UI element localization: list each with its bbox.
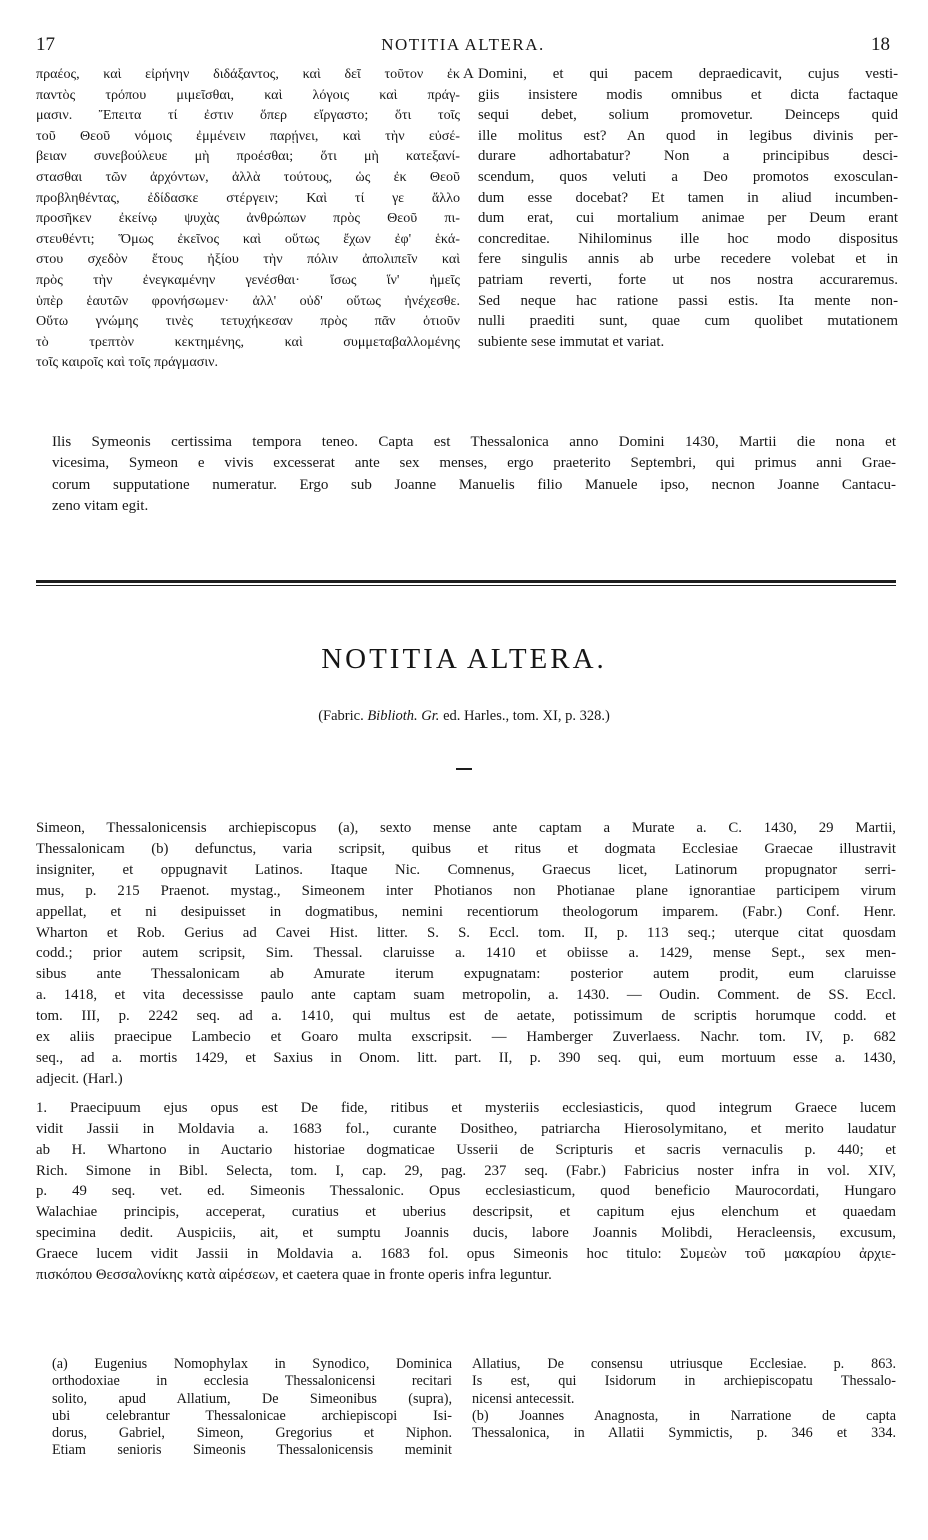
preceding-note (52, 432, 896, 518)
source-italic: Biblioth. Gr. (367, 708, 440, 724)
latin-line: ille molitus est? An quod in legibus divinis per- (478, 127, 898, 144)
body-line: insigniter, et oppugnavit Latinos. Itaque Nic. Comnenus, Graecus licet, Latinorum propugnator serri- (36, 861, 896, 878)
note-line: vicesima, Symeon e vivis excesserat ante sex menses, ergo praeterito Septembri, qui primus anni Grae- (52, 455, 896, 472)
greek-line: μασιν. Ἔπειτα τί ἐστιν ὅπερ εἴργαστο; ὅτι τοῖς (36, 107, 460, 124)
section-divider-thin (36, 585, 896, 586)
greek-line: βειαν συνεβούλευε μὴ προέσθαι; ὅτι μὴ κατεξανί- (36, 148, 460, 165)
latin-line: Domini, et qui pacem depraedicavit, cujus vesti- (478, 66, 898, 82)
bilingual-columns (36, 64, 896, 424)
body-line: Rich. Simone in Bibl. Selecta, tom. I, cap. 29, pag. 237 seq. (Fabr.) Fabricius noster infra in vol. XIV, (36, 1162, 896, 1179)
body-line: vidit Jassii in Moldavia a. 1683 fol., curante Dositheo, patriarcha Hierosolymitano, et merito laudatur (36, 1120, 896, 1137)
greek-line: στου σχεδὸν ἔτους ἠξίου τὴν πόλιν ἀπολιπεῖν καὶ (36, 251, 460, 268)
greek-line: ὑπὲρ ἑαυτῶν φρονήσωμεν· ἀλλ' οὐδ' οὕτως ἠνέχεσθε. (36, 292, 460, 309)
latin-line: scendum, quos veluti a Deo promotos exosculan- (478, 168, 898, 185)
latin-line: subiente sese immutat et variat. (478, 333, 665, 350)
body-line: tom. III, p. 2242 seq. ad a. 1410, qui multus est de aetate, potissimum de scriptis horumque codd. et (36, 1008, 896, 1025)
page-number-right: 18 (871, 34, 890, 55)
footnote-line: Is est, qui Isidorum in archiepiscopatu Thessalo- (472, 1373, 896, 1390)
body-line: adjecit. (Harl.) (36, 1070, 123, 1087)
greek-line: στασθαι τῶν ἀρχόντων, ἀλλὰ τούτους, ὡς ἐκ Θεοῦ (36, 168, 460, 185)
latin-line: nulli praediti sunt, quae cum quolibet mutationem (478, 313, 898, 330)
note-line: zeno vitam egit. (52, 498, 149, 515)
body-line: a. 1418, et vita decessisse paulo ante captam suam metropolin, a. 1430. — Oudin. Comment. de SS. Eccl. (36, 987, 896, 1004)
section-divider-thick (36, 580, 896, 583)
latin-line: Sed neque hac ratione passi estis. Ita mente non- (478, 292, 898, 309)
column-marker: A (463, 66, 474, 82)
footnote-line: Allatius, De consensu utriusque Ecclesiae. p. 863. (472, 1356, 896, 1372)
footnote-line: nicensi antecessit. (472, 1390, 575, 1407)
ornamental-dash (456, 768, 472, 770)
greek-line: προσῆκεν ἐκείνῳ ψυχὰς ἀνθρώπων πρὸς Θεοῦ πι- (36, 210, 460, 227)
latin-text-column (478, 64, 898, 352)
latin-line: patriam reverti, forte ut nos nostra accuraremus. (478, 271, 898, 288)
greek-line: στευθέντι; Ὅμως ἐκεῖνος καὶ οὕτως ἔχων ἐφ' ἑκά- (36, 230, 460, 247)
body-line: ex aliis praecipue Lambecio et Goaro multa exscripsit. — Hamberger Zuverlaess. Nachr. tom. IV, p. 682 (36, 1029, 896, 1046)
latin-line: durare adhortabatur? Non a principibus desci- (478, 148, 898, 165)
footnote-line: dorus, Gabriel, Simeon, Gregorius et Niphon. (52, 1425, 452, 1442)
note-line: Ilis Symeonis certissima tempora teneo. Capta est Thessalonica anno Domini 1430, Martii die nona et (52, 434, 896, 450)
body-line: Thessalonicam (b) defunctus, varia scripsit, quibus et ritus et dogmata Ecclesiae Graecae illustravit (36, 840, 896, 857)
greek-line: τοῦ Θεοῦ νόμοις ἐμμένειν παρῄνει, καὶ τὴν εὐσέ- (36, 127, 460, 144)
note-line: corum supputatione numeratur. Ergo sub Joanne Manuelis filio Manuele ipso, necnon Joanne Cantacu- (52, 476, 896, 493)
greek-line: πρὸς τὴν ἐνεγκαμένην γενέσθαι· ἴσως ἵν' ἡμεῖς (36, 271, 460, 288)
greek-line: προβληθέντας, ἐδίδασκε στέργειν; Καὶ τί γε ἄλλο (36, 189, 460, 206)
body-line: Graece lucem vidit Jassii in Moldavia a. 1683 fol. opus Simeonis hoc titulo: Συμεὼν τοῦ μακαρίου ἀρχιε- (36, 1246, 896, 1263)
section-title: NOTITIA ALTERA. (321, 643, 607, 675)
running-head (36, 34, 890, 56)
body-text (36, 818, 896, 1286)
latin-line: sequi debet, solium promovetur. Deinceps quid (478, 107, 898, 124)
body-line: mus, p. 215 Praenot. mystag., Simeonem inter Photianos non Photianae plane ignorantiae participem virum (36, 882, 896, 899)
paragraph-1 (36, 1098, 896, 1286)
footnotes-left (52, 1356, 452, 1460)
page-number-left: 17 (36, 34, 55, 55)
body-line: seq., ad a. mortis 1429, et Saxius in Onom. litt. part. II, p. 390 seq. qui, eum mortuum esse a. 1430, (36, 1049, 896, 1066)
source-citation (0, 708, 928, 725)
running-title: NOTITIA ALTERA. (381, 35, 545, 54)
footnote-line: Etiam senioris Simeonis Thessalonicensis meminit (52, 1442, 452, 1459)
body-line: πισκόπου Θεσσαλονίκης κατὰ αἱρέσεων, et caetera quae in fronte operis infra leguntur. (36, 1267, 552, 1284)
latin-line: dum esse docebat? Et tamen in aliud incumben- (478, 189, 898, 206)
greek-line: τοῖς καιροῖς καὶ τοῖς πράγμασιν. (36, 354, 219, 371)
body-line: p. 49 seq. vet. ed. Simeonis Thessalonic. Opus ecclesiasticum, quod beneficio Maurocordati, Hungaro (36, 1183, 896, 1200)
footnote-line: (a) Eugenius Nomophylax in Synodico, Dominica (52, 1356, 452, 1372)
greek-text-column (36, 64, 460, 373)
footnote-line: Thessalonica, in Allatii Symmictis, p. 346 et 334. (472, 1425, 896, 1442)
body-line: Walachiae principis, acceperat, curatius et uberius descripsit, et capitum ejus elenchum et quaedam (36, 1204, 896, 1221)
greek-line: παντὸς τρόπου μιμεῖσθαι, καὶ λόγοις καὶ πράγ- (36, 86, 460, 103)
latin-line: giis insistere modis omnibus et dicta factaque (478, 86, 898, 103)
latin-line: fere singulis annis ab urbe recedere volebat et in (478, 251, 898, 268)
body-line: ab H. Whartono in Auctario historiae dogmaticae Usserii de Scripturis et sacris vernaculis p. 440; et (36, 1141, 896, 1158)
latin-line: concreditae. Nihilominus ille hoc modo dispositus (478, 230, 898, 247)
footnote-line: ubi celebrantur Thessalonicae archiepiscopi Isi- (52, 1407, 452, 1424)
body-line: 1. Praecipuum ejus opus est De fide, ritibus et mysteriis ecclesiasticis, quod integrum Graece lucem (36, 1099, 896, 1116)
body-line: codd.; prior autem scripsit, Sim. Thessal. claruisse a. 1410 et obiisse a. 1429, mense Sept., sex men- (36, 945, 896, 962)
footnotes-right (472, 1356, 896, 1442)
greek-line: τὸ τρεπτὸν κεκτημένης, καὶ συμμεταβαλλομένης (36, 333, 460, 350)
body-line: Wharton et Rob. Gerius ad Cavei Hist. litter. S. S. Eccl. tom. II, p. 113 seq.; uterque citat quosdam (36, 924, 896, 941)
source-open: (Fabric. (318, 708, 364, 724)
latin-line: dum erat, cui mortalium animae per Deum erant (478, 210, 898, 227)
paragraph-intro (36, 818, 896, 1090)
body-line: Simeon, Thessalonicensis archiepiscopus (a), sexto mense ante captam a Murate a. C. 1430, 29 Martii, (36, 820, 896, 836)
footnote-line: solito, apud Allatium, De Simeonibus (supra), (52, 1390, 452, 1407)
source-rest: ed. Harles., tom. XI, p. 328.) (443, 708, 610, 724)
body-line: appellat, et ni desipuisset in dogmatibus, nemini recentiorum theologorum imparem. (Fabr.) Conf. Henr. (36, 903, 896, 920)
footnote-line: (b) Joannes Anagnosta, in Narratione de capta (472, 1407, 896, 1424)
body-line: specimina dedit. Auspiciis, ait, et sumptu Joannis ducis, labore Joannis Molibdi, Heracleensis, excusum, (36, 1225, 896, 1242)
footnote-line: orthodoxiae in ecclesia Thessalonicensi recitari (52, 1373, 452, 1390)
greek-line: πραέος, καὶ εἰρήνην διδάξαντος, καὶ δεῖ τοῦτον ἐκ (36, 66, 460, 82)
greek-line: Οὕτω γνώμης τινὲς τετυχήκεσαν πρὸς πᾶν ὁτιοῦν (36, 313, 460, 330)
body-line: sibus ante Thessalonicam ab Amurate iterum expugnatam: posterior autem prodit, eum claruisse (36, 966, 896, 983)
